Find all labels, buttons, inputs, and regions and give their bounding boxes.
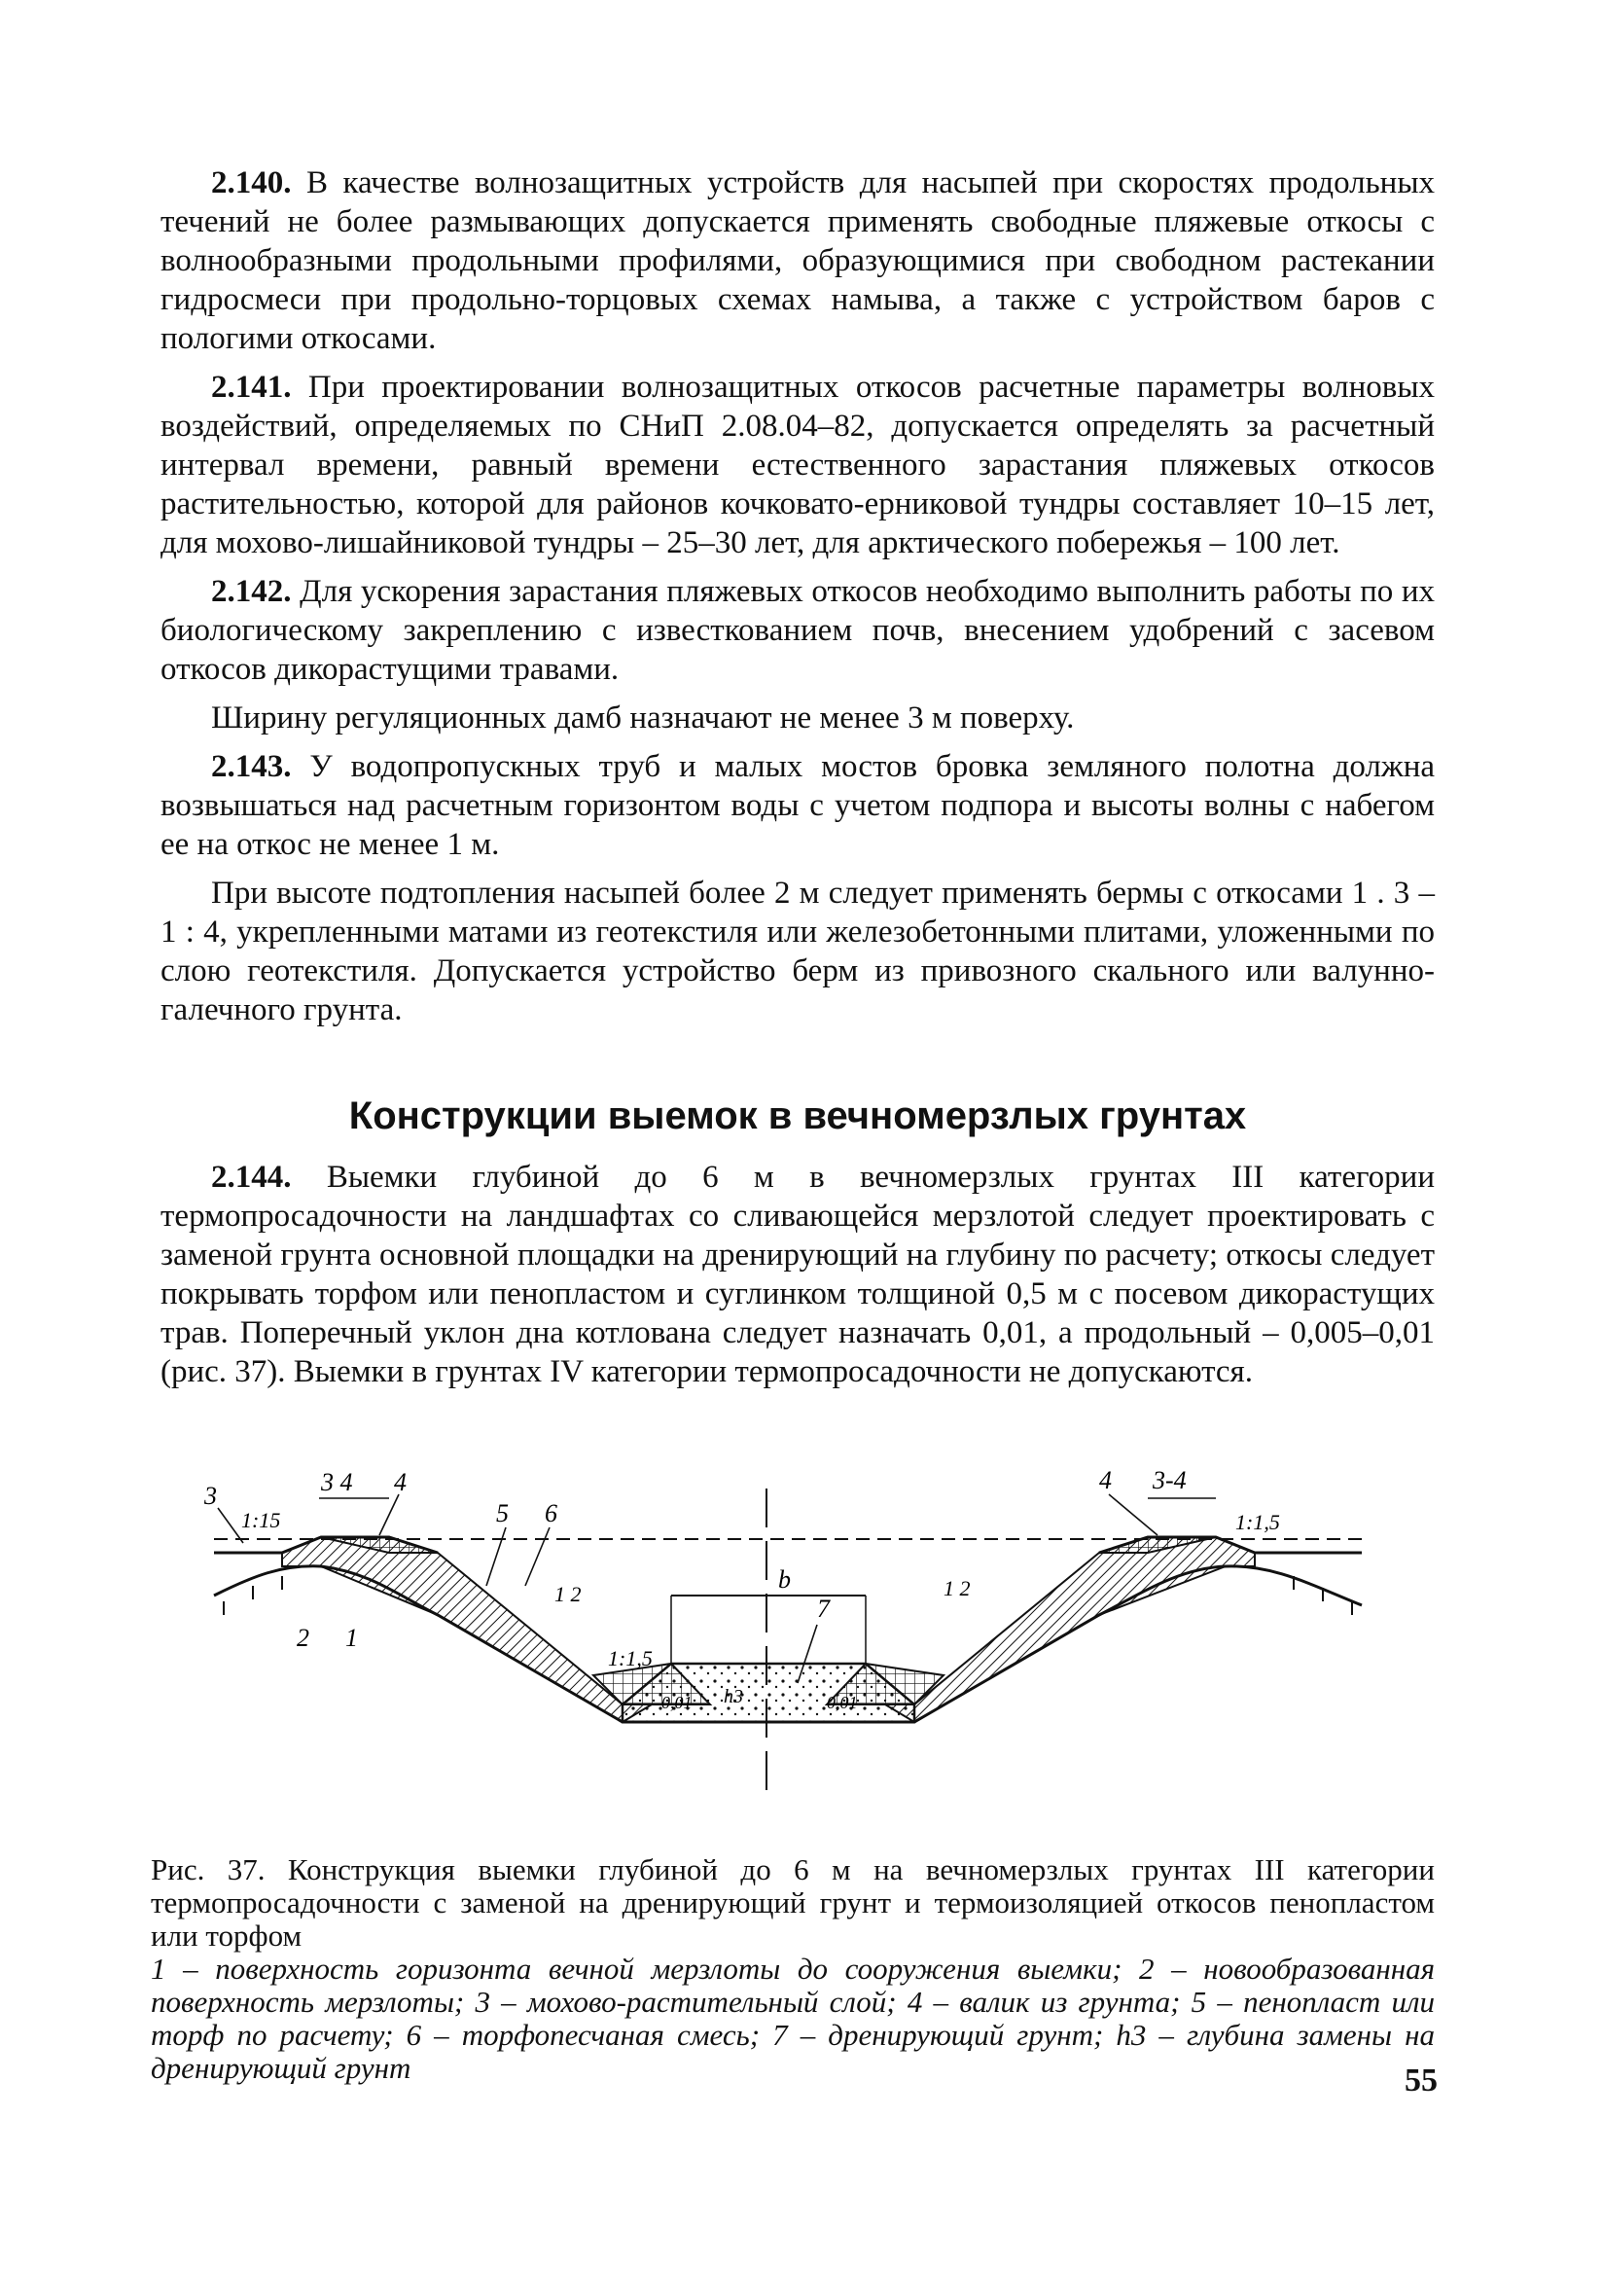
label-3-4-left: 3 4 <box>321 1468 353 1496</box>
paragraph-2-143: 2.143. У водопропускных труб и малых мостов бровка земляного полотна должна возвышаться над расчетным горизонтом воды с учетом подпора и высоты волны с набегом ее на откос не менее 1 м. <box>160 749 1435 862</box>
paragraph-2-140: 2.140. В качестве волнозащитных устройств для насыпей при скоростях продольных течений не более размывающих допускается применять свободные пляжевые откосы с волнообразными продольными профилями, образующимися при свободном растекании гидросмеси при продольно-торцовых схемах намыва, а также с устройством баров с пологими откосами. <box>160 165 1435 356</box>
body-text-section <box>160 1158 1435 1401</box>
left-slope-insulation <box>282 1537 652 1722</box>
caption-title: Рис. 37. Конструкция выемки глубиной до 6 м на вечномерзлых грунтах III категории термопросадочности с заменой на дренирующий грунт и термоизоляцией откосов пенопластом или торфом <box>151 1852 1435 1953</box>
label-b: b <box>778 1565 791 1594</box>
right-slope-insulation <box>885 1537 1255 1722</box>
paragraph-2-141: 2.141. При проектировании волнозащитных откосов расчетные параметры волновых воздействий, определяемых по СНиП 2.08.04–82, допускается определять за расчетный интервал времени, равный времени естественного зарастания пляжевых откосов растительностью, которой для районов кочковато-ерниковой тундры составляет 10–15 лет, для мохово-лишайниковой тундры – 25–30 лет, для арктического побережья – 100 лет. <box>160 370 1435 560</box>
paragraph-2-142: 2.142. Для ускорения зарастания пляжевых откосов необходимо выполнить работы по их биологическому закреплению с известкованием почв, внесением удобрений с засевом откосов дикорастущими травами. <box>160 574 1436 687</box>
label-1: 1 <box>345 1624 358 1652</box>
figure-caption <box>151 1853 1435 2085</box>
label-h3: h3 <box>724 1686 743 1707</box>
body-text-top <box>160 163 1435 1039</box>
label-7: 7 <box>817 1595 830 1623</box>
label-5: 5 <box>496 1499 509 1527</box>
label-slope-mid: 1:1,5 <box>608 1646 653 1670</box>
label-slope-right-top: 1:1,5 <box>1235 1510 1280 1534</box>
label-cross-slope-left: 0,01 <box>661 1693 693 1712</box>
page-number: 55 <box>1405 2063 1438 2099</box>
label-4-left: 4 <box>394 1468 407 1496</box>
paragraph-berms: При высоте подтопления насыпей более 2 м следует применять бермы с откосами 1 . 3 – 1 : 4, укрепленными матами из геотекстиля или железобетонными плитами, уложенными по слою геотекстиля. Допускается устройство берм из привозного скального или валунно-галечного грунта. <box>160 876 1435 1027</box>
paragraph-dam-width: Ширину регуляционных дамб назначают не менее 3 м поверху. <box>211 700 1075 735</box>
label-slope-left: 1 2 <box>554 1582 582 1606</box>
label-6: 6 <box>545 1499 557 1527</box>
section-heading: Конструкции выемок в вечномерзлых грунтах <box>348 1094 1247 1137</box>
label-4-right: 4 <box>1099 1466 1112 1494</box>
paragraph-2-144: 2.144. Выемки глубиной до 6 м в вечномерзлых грунтах III категории термопросадочности на ландшафтах со сливающейся мерзлотой следует проектировать с заменой грунта основной площадки на дренирующий на глубину по расчету; откосы следует покрывать торфом или пенопластом и суглинком толщиной 0,5 м с посевом дикорастущих трав. Поперечный уклон дна котлована следует назначать 0,01, а продольный – 0,005–0,01 (рис. 37). Выемки в грунтах IV категории термопросадочности не допускаются. <box>160 1160 1435 1389</box>
label-cross-slope-right: 0,01 <box>827 1693 858 1712</box>
figure-37 <box>195 1459 1401 1819</box>
label-slope-left-top: 1:15 <box>241 1508 281 1532</box>
label-2: 2 <box>297 1624 309 1652</box>
label-slope-right: 1 2 <box>944 1576 971 1600</box>
caption-legend: 1 – поверхность горизонта вечной мерзлоты до сооружения выемки; 2 – новообразованная поверхность мерзлоты; 3 – мохово-растительный слой; 4 – валик из грунта; 5 – пенопласт или торф по расчету; 6 – торфопесчаная смесь; 7 – дренирующий грунт; h3 – глубина замены на дренирующий грунт <box>151 1952 1435 2085</box>
cutting-cross-section-diagram <box>195 1459 1401 1819</box>
label-3-4-right: 3-4 <box>1153 1466 1187 1494</box>
label-3: 3 <box>204 1482 217 1510</box>
